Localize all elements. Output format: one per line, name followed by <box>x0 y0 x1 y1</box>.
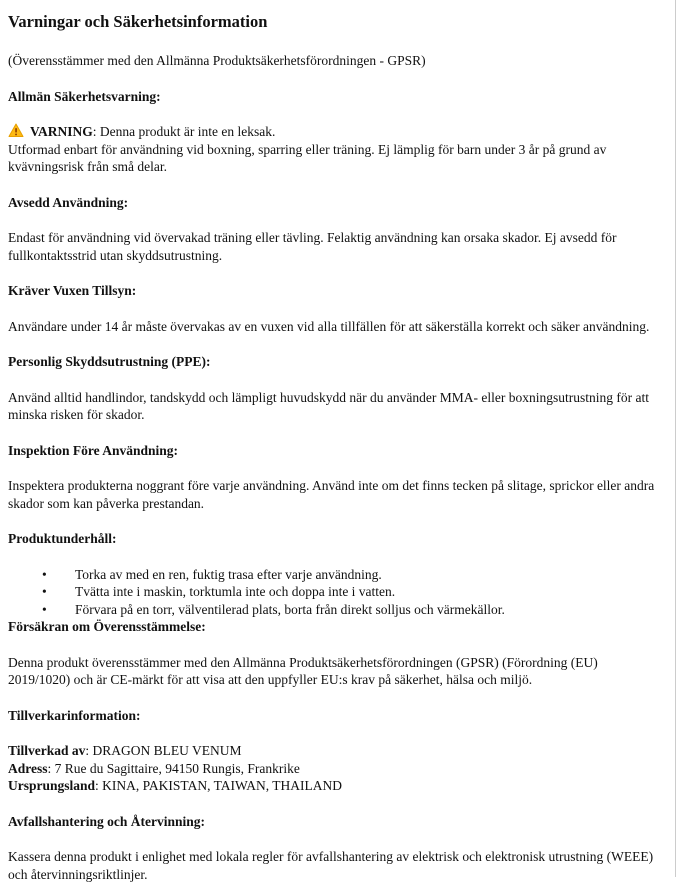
heading-intended-use: Avsedd Användning: <box>8 194 129 210</box>
page-title: Varningar och Säkerhetsinformation <box>8 12 268 31</box>
conformity-body: Denna produkt överensstämmer med den Allmänna Produktsäkerhetsförordningen (GPSR) (Förordning (EU) 2019/1020) och är CE-märkt för att visa att den uppfyller EU:s krav på säkerhet, hälsa och miljö. <box>8 654 598 687</box>
list-item <box>8 566 663 584</box>
heading-product-maintenance: Produktunderhåll: <box>8 531 117 546</box>
heading-declaration-of-conformity: Försäkran om Överensstämmelse: <box>8 619 206 634</box>
list-item-text: Torka av med en ren, fuktig trasa efter varje användning. <box>75 566 382 582</box>
heading-adult-supervision: Kräver Vuxen Tillsyn: <box>8 283 137 298</box>
manufacturer-info-block <box>8 742 663 795</box>
address-label: Adress <box>8 760 48 776</box>
general-warning-body: Utformad enbart för användning vid boxning, sparring eller träning. Ej lämplig för barn under 3 år på grund av kvävningsrisk från små delar. <box>8 141 607 174</box>
intended-use-body: Endast för användning vid övervakad träning eller tävling. Felaktig användning kan orsaka skador. Ej avsedd för fullkontaktsstrid utan skyddsutrustning. <box>8 230 617 263</box>
waste-body: Kassera denna produkt i enlighet med lokala regler för avfallshantering av elektrisk och elektronisk utrustning (WEEE) och återvinningsriktlinjer. <box>8 849 654 882</box>
page-right-border <box>675 0 676 877</box>
general-warning-block <box>8 123 663 176</box>
warning-triangle-icon <box>8 123 24 138</box>
manufacturer-value: : DRAGON BLEU VENUM <box>85 743 242 758</box>
list-item <box>8 601 663 619</box>
maintenance-bullet-list <box>8 566 663 619</box>
bullet-icon: • <box>42 584 47 599</box>
gpsr-compliance-subtitle: (Överensstämmer med den Allmänna Produktsäkerhetsförordningen - GPSR) <box>8 53 426 68</box>
warning-text: : Denna produkt är inte en leksak. <box>92 124 276 139</box>
inspection-body: Inspektera produkterna noggrant före varje användning. Använd inte om det finns tecken på slitage, sprickor eller andra skador som kan påverka prestandan. <box>8 478 655 511</box>
country-of-origin-label: Ursprungsland <box>8 778 96 793</box>
ppe-body: Använd alltid handlindor, tandskydd och lämpligt huvudskydd när du använder MMA- eller boxningsutrustning för att minska risken för skador. <box>8 389 649 422</box>
heading-inspection: Inspektion Före Användning: <box>8 442 179 458</box>
warning-label: VARNING <box>30 124 93 139</box>
address-row <box>8 760 663 778</box>
address-value: : 7 Rue du Sagittaire, 94150 Rungis, Frankrike <box>47 760 300 776</box>
heading-ppe: Personlig Skyddsutrustning (PPE): <box>8 354 211 369</box>
heading-general-safety-warning: Allmän Säkerhetsvarning: <box>8 88 161 104</box>
warning-line <box>8 123 663 141</box>
country-of-origin-value: : KINA, PAKISTAN, TAIWAN, THAILAND <box>95 778 343 793</box>
bullet-icon: • <box>42 601 47 617</box>
manufacturer-row <box>8 742 663 760</box>
heading-waste-recycling: Avfallshantering och Återvinning: <box>8 813 206 829</box>
list-item-text: Förvara på en torr, välventilerad plats, borta från direkt solljus och värmekällor. <box>75 601 505 617</box>
list-item <box>8 583 663 601</box>
manufacturer-label: Tillverkad av <box>8 743 86 758</box>
bullet-icon: • <box>42 566 47 582</box>
heading-manufacturer-information: Tillverkarinformation: <box>8 707 141 723</box>
adult-supervision-body: Användare under 14 år måste övervakas av en vuxen vid alla tillfällen för att säkerställa korrekt och säker användning. <box>8 318 650 334</box>
list-item-text: Tvätta inte i maskin, torktumla inte och doppa inte i vatten. <box>75 584 396 599</box>
country-of-origin-row <box>8 777 663 795</box>
